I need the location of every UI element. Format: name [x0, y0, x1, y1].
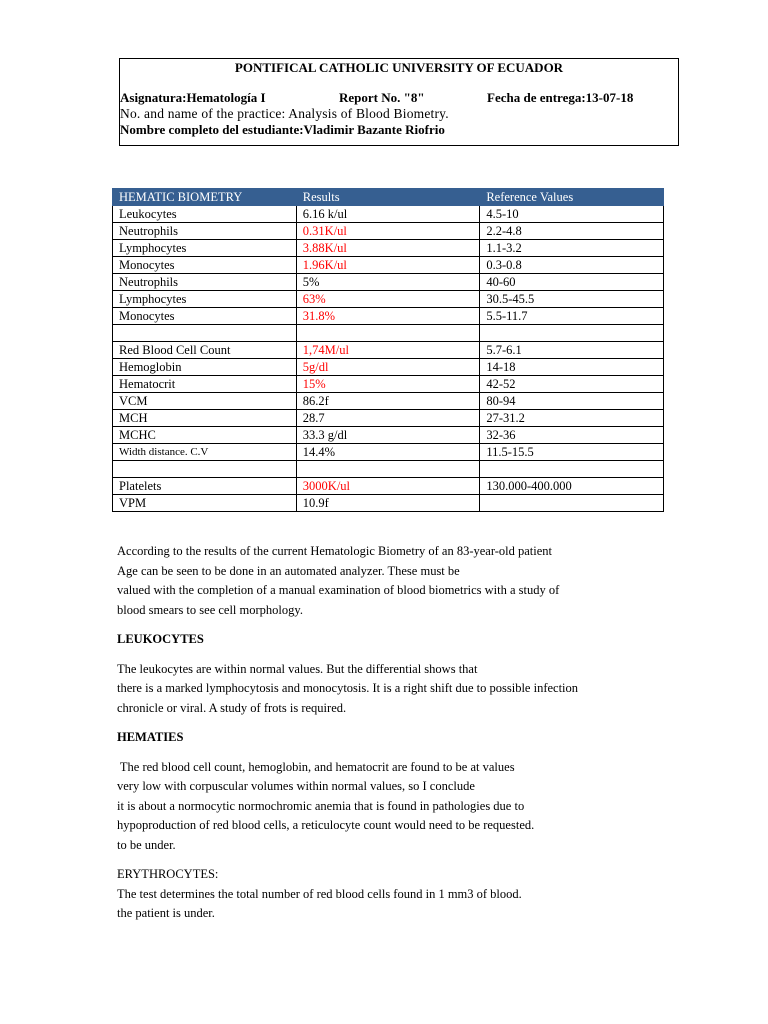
erythrocytes-paragraph [117, 885, 617, 924]
text-line: there is a marked lymphocytosis and monocytosis. It is a right shift due to possible infection [117, 681, 579, 695]
reference-cell [480, 495, 664, 512]
table-row [113, 393, 664, 410]
text-line: hypoproduction of red blood cells, a reticulocyte count would need to be requested. [117, 818, 535, 832]
table-row [113, 308, 664, 325]
table-row [113, 410, 664, 427]
result-cell: 10.9f [296, 495, 480, 512]
result-cell: 3.88K/ul [296, 240, 480, 257]
reference-cell: 40-60 [480, 274, 664, 291]
table-row [113, 461, 664, 478]
reference-cell: 5.7-6.1 [480, 342, 664, 359]
header-results: Results [296, 189, 480, 206]
result-cell: 15% [296, 376, 480, 393]
report-header-box [119, 58, 679, 146]
delivery-date: Fecha de entrega:13-07-18 [487, 90, 634, 105]
table-row [113, 427, 664, 444]
text-line: very low with corpuscular volumes within normal values, so I conclude [117, 779, 475, 793]
reference-cell: 32-36 [480, 427, 664, 444]
reference-cell: 80-94 [480, 393, 664, 410]
erythrocytes-heading: ERYTHROCYTES: [117, 867, 219, 881]
test-name-cell [113, 325, 297, 342]
practice-name: No. and name of the practice: Analysis of Blood Biometry. [120, 106, 449, 121]
table-row [113, 291, 664, 308]
leukocytes-heading: LEUKOCYTES [117, 632, 204, 646]
test-name-cell: Neutrophils [113, 274, 297, 291]
table-row [113, 342, 664, 359]
table-row [113, 240, 664, 257]
text-line: According to the results of the current Hematologic Biometry of an 83-year-old patient [117, 544, 553, 558]
student-name: Nombre completo del estudiante:Vladimir Bazante Riofrio [120, 122, 445, 137]
intro-paragraph [117, 542, 617, 620]
test-name-cell: Lymphocytes [113, 240, 297, 257]
result-cell: 63% [296, 291, 480, 308]
table-row [113, 206, 664, 223]
report-number: Report No. "8" [339, 90, 425, 105]
reference-cell: 42-52 [480, 376, 664, 393]
header-test: HEMATIC BIOMETRY [113, 189, 297, 206]
subject-label: Asignatura:Hematología I [120, 90, 266, 105]
hematic-biometry-table [112, 188, 664, 512]
text-line: the patient is under. [117, 906, 215, 920]
reference-cell [480, 461, 664, 478]
table-header-row [113, 189, 664, 206]
test-name-cell: Hemoglobin [113, 359, 297, 376]
reference-cell: 5.5-11.7 [480, 308, 664, 325]
result-cell: 1,74M/ul [296, 342, 480, 359]
text-line: chronicle or viral. A study of frots is required. [117, 700, 347, 715]
table-row [113, 257, 664, 274]
university-title: PONTIFICAL CATHOLIC UNIVERSITY OF ECUADOR [234, 60, 564, 75]
test-name-cell: VCM [113, 393, 297, 410]
table-row [113, 478, 664, 495]
reference-cell: 0.3-0.8 [480, 257, 664, 274]
test-name-cell: Leukocytes [113, 206, 297, 223]
result-cell: 31.8% [296, 308, 480, 325]
text-line: The test determines the total number of red blood cells found in 1 mm3 of blood. [117, 886, 522, 901]
reference-cell: 11.5-15.5 [480, 444, 664, 461]
test-name-cell: Neutrophils [113, 223, 297, 240]
table-row [113, 359, 664, 376]
hematies-heading: HEMATIES [117, 730, 184, 744]
test-name-cell: MCHC [113, 427, 297, 444]
text-line: Age can be seen to be done in an automated analyzer. These must be [117, 563, 460, 578]
test-name-cell: Red Blood Cell Count [113, 342, 297, 359]
text-line: The red blood cell count, hemoglobin, and hematocrit are found to be at values [117, 759, 515, 774]
header-info-row [120, 90, 634, 106]
result-cell: 3000K/ul [296, 478, 480, 495]
report-body [117, 542, 617, 924]
text-line: to be under. [117, 837, 176, 852]
reference-cell: 4.5-10 [480, 206, 664, 223]
result-cell: 5g/dl [296, 359, 480, 376]
header-reference: Reference Values [480, 189, 664, 206]
test-name-cell: MCH [113, 410, 297, 427]
reference-cell: 1.1-3.2 [480, 240, 664, 257]
test-name-cell: Lymphocytes [113, 291, 297, 308]
reference-cell: 2.2-4.8 [480, 223, 664, 240]
test-name-cell: Width distance. C.V [113, 444, 297, 461]
reference-cell: 30.5-45.5 [480, 291, 664, 308]
hematies-paragraph [117, 758, 617, 856]
result-cell: 33.3 g/dl [296, 427, 480, 444]
result-cell: 86.2f [296, 393, 480, 410]
table-row [113, 223, 664, 240]
table-row [113, 274, 664, 291]
test-name-cell: Monocytes [113, 308, 297, 325]
text-line: blood smears to see cell morphology. [117, 602, 303, 617]
text-line: The leukocytes are within normal values. But the differential shows that [117, 661, 478, 676]
reference-cell [480, 325, 664, 342]
table-row [113, 376, 664, 393]
result-cell: 14.4% [296, 444, 480, 461]
table-row [113, 444, 664, 461]
table-row [113, 325, 664, 342]
test-name-cell: Hematocrit [113, 376, 297, 393]
result-cell: 6.16 k/ul [296, 206, 480, 223]
reference-cell: 14-18 [480, 359, 664, 376]
result-cell: 0.31K/ul [296, 223, 480, 240]
result-cell [296, 325, 480, 342]
reference-cell: 130.000-400.000 [480, 478, 664, 495]
test-name-cell [113, 461, 297, 478]
result-cell: 28.7 [296, 410, 480, 427]
result-cell [296, 461, 480, 478]
text-line: it is about a normocytic normochromic anemia that is found in pathologies due to [117, 798, 525, 813]
result-cell: 1.96K/ul [296, 257, 480, 274]
reference-cell: 27-31.2 [480, 410, 664, 427]
test-name-cell: Platelets [113, 478, 297, 495]
leukocytes-paragraph [117, 660, 617, 719]
table-row [113, 495, 664, 512]
result-cell: 5% [296, 274, 480, 291]
test-name-cell: VPM [113, 495, 297, 512]
test-name-cell: Monocytes [113, 257, 297, 274]
text-line: valued with the completion of a manual examination of blood biometrics with a study of [117, 583, 560, 597]
